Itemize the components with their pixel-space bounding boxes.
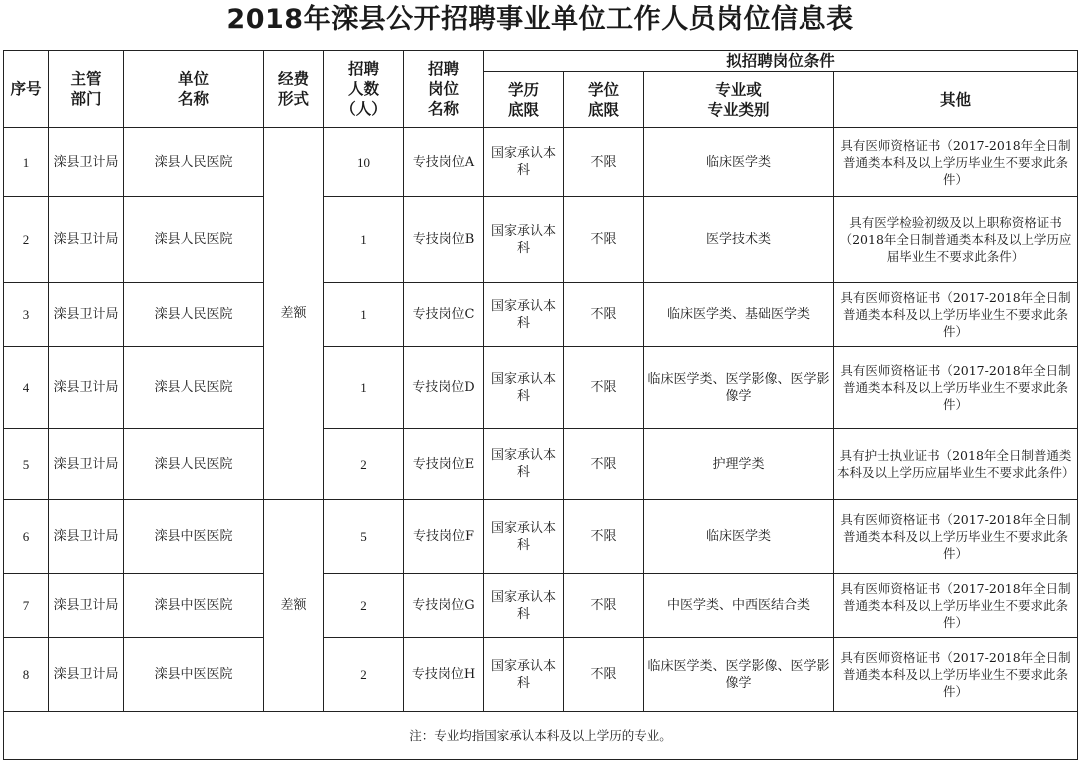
table-row bbox=[4, 347, 1078, 429]
row-edu: 国家承认本科 bbox=[484, 283, 564, 347]
row-dept: 滦县卫计局 bbox=[49, 638, 124, 712]
page-title: 2018年滦县公开招聘事业单位工作人员岗位信息表 bbox=[226, 4, 854, 35]
header-funding bbox=[264, 51, 324, 128]
header-post-line3: 名称 bbox=[427, 100, 459, 118]
row-index: 1 bbox=[4, 128, 49, 197]
header-unit-line2: 名称 bbox=[177, 90, 209, 108]
header-dept-line1: 主管 bbox=[70, 70, 102, 88]
header-other: 其他 bbox=[834, 72, 1078, 128]
row-degree: 不限 bbox=[564, 197, 644, 283]
row-other: 具有医师资格证书（2017-2018年全日制普通类本科及以上学历毕业生不要求此条件） bbox=[834, 574, 1078, 638]
row-degree: 不限 bbox=[564, 128, 644, 197]
row-post: 专技岗位F bbox=[404, 500, 484, 574]
row-dept: 滦县卫计局 bbox=[49, 347, 124, 429]
row-dept: 滦县卫计局 bbox=[49, 429, 124, 500]
header-funding-line2: 形式 bbox=[277, 90, 309, 108]
row-index: 8 bbox=[4, 638, 49, 712]
row-edu: 国家承认本科 bbox=[484, 429, 564, 500]
header-row-1 bbox=[4, 51, 1078, 72]
header-major-line2: 专业类别 bbox=[707, 100, 770, 119]
row-index: 3 bbox=[4, 283, 49, 347]
table-row bbox=[4, 638, 1078, 712]
row-post: 专技岗位C bbox=[404, 283, 484, 347]
row-dept: 滦县卫计局 bbox=[49, 283, 124, 347]
row-degree: 不限 bbox=[564, 638, 644, 712]
header-major bbox=[644, 72, 834, 128]
row-other: 具有护士执业证书（2018年全日制普通类本科及以上学历应届毕业生不要求此条件） bbox=[834, 429, 1078, 500]
table-row bbox=[4, 283, 1078, 347]
header-unit bbox=[124, 51, 264, 128]
header-major-line1: 专业或 bbox=[715, 80, 762, 99]
row-other: 具有医师资格证书（2017-2018年全日制普通类本科及以上学历毕业生不要求此条件） bbox=[834, 128, 1078, 197]
note-row bbox=[4, 712, 1078, 760]
row-dept: 滦县卫计局 bbox=[49, 574, 124, 638]
table-note: 注：专业均指国家承认本科及以上学历的专业。 bbox=[4, 712, 1078, 760]
row-major: 临床医学类、基础医学类 bbox=[644, 283, 834, 347]
row-unit: 滦县人民医院 bbox=[124, 197, 264, 283]
header-index: 序号 bbox=[4, 51, 49, 128]
row-major: 中医学类、中西医结合类 bbox=[644, 574, 834, 638]
row-post: 专技岗位B bbox=[404, 197, 484, 283]
row-count: 1 bbox=[324, 347, 404, 429]
header-conditions: 拟招聘岗位条件 bbox=[484, 51, 1078, 72]
table-row bbox=[4, 500, 1078, 574]
row-degree: 不限 bbox=[564, 500, 644, 574]
row-unit: 滦县人民医院 bbox=[124, 429, 264, 500]
row-unit: 滦县中医医院 bbox=[124, 574, 264, 638]
row-other: 具有医学检验初级及以上职称资格证书（2018年全日制普通类本科及以上学历应届毕业生不要求此条件） bbox=[834, 197, 1078, 283]
row-other: 具有医师资格证书（2017-2018年全日制普通类本科及以上学历毕业生不要求此条件） bbox=[834, 283, 1078, 347]
row-count: 2 bbox=[324, 574, 404, 638]
row-major: 临床医学类 bbox=[644, 500, 834, 574]
row-edu: 国家承认本科 bbox=[484, 197, 564, 283]
job-positions-table bbox=[3, 50, 1078, 760]
row-index: 5 bbox=[4, 429, 49, 500]
row-dept: 滦县卫计局 bbox=[49, 128, 124, 197]
row-edu: 国家承认本科 bbox=[484, 638, 564, 712]
row-dept: 滦县卫计局 bbox=[49, 500, 124, 574]
header-post bbox=[404, 51, 484, 128]
row-count: 5 bbox=[324, 500, 404, 574]
row-major: 护理学类 bbox=[644, 429, 834, 500]
row-degree: 不限 bbox=[564, 347, 644, 429]
row-unit: 滦县人民医院 bbox=[124, 128, 264, 197]
header-count-line2: 人数 bbox=[347, 80, 379, 98]
row-other: 具有医师资格证书（2017-2018年全日制普通类本科及以上学历毕业生不要求此条件） bbox=[834, 638, 1078, 712]
header-degree-line2: 底限 bbox=[587, 100, 619, 119]
row-unit: 滦县中医医院 bbox=[124, 500, 264, 574]
row-degree: 不限 bbox=[564, 429, 644, 500]
header-degree bbox=[564, 72, 644, 128]
row-index: 7 bbox=[4, 574, 49, 638]
row-index: 6 bbox=[4, 500, 49, 574]
row-major: 医学技术类 bbox=[644, 197, 834, 283]
funding-cell-group-1: 差额 bbox=[264, 128, 324, 500]
row-count: 2 bbox=[324, 638, 404, 712]
row-dept: 滦县卫计局 bbox=[49, 197, 124, 283]
header-edu-line2: 底限 bbox=[507, 100, 539, 119]
header-post-line2: 岗位 bbox=[427, 80, 459, 98]
row-major: 临床医学类 bbox=[644, 128, 834, 197]
row-degree: 不限 bbox=[564, 283, 644, 347]
header-count bbox=[324, 51, 404, 128]
row-post: 专技岗位D bbox=[404, 347, 484, 429]
table-row bbox=[4, 574, 1078, 638]
header-dept bbox=[49, 51, 124, 128]
table-row bbox=[4, 197, 1078, 283]
header-funding-line1: 经费 bbox=[277, 70, 309, 88]
row-index: 2 bbox=[4, 197, 49, 283]
header-count-line3: （人） bbox=[340, 100, 387, 118]
row-index: 4 bbox=[4, 347, 49, 429]
row-unit: 滦县人民医院 bbox=[124, 347, 264, 429]
row-degree: 不限 bbox=[564, 574, 644, 638]
row-major: 临床医学类、医学影像、医学影像学 bbox=[644, 347, 834, 429]
row-edu: 国家承认本科 bbox=[484, 128, 564, 197]
header-degree-line1: 学位 bbox=[587, 80, 619, 99]
row-other: 具有医师资格证书（2017-2018年全日制普通类本科及以上学历毕业生不要求此条件） bbox=[834, 500, 1078, 574]
row-post: 专技岗位E bbox=[404, 429, 484, 500]
header-post-line1: 招聘 bbox=[427, 60, 459, 78]
row-other: 具有医师资格证书（2017-2018年全日制普通类本科及以上学历毕业生不要求此条件） bbox=[834, 347, 1078, 429]
row-edu: 国家承认本科 bbox=[484, 574, 564, 638]
funding-cell-group-2: 差额 bbox=[264, 500, 324, 712]
row-count: 1 bbox=[324, 283, 404, 347]
row-count: 10 bbox=[324, 128, 404, 197]
row-count: 1 bbox=[324, 197, 404, 283]
header-dept-line2: 部门 bbox=[70, 90, 102, 108]
header-edu bbox=[484, 72, 564, 128]
row-post: 专技岗位H bbox=[404, 638, 484, 712]
row-major: 临床医学类、医学影像、医学影像学 bbox=[644, 638, 834, 712]
row-unit: 滦县中医医院 bbox=[124, 638, 264, 712]
row-edu: 国家承认本科 bbox=[484, 500, 564, 574]
header-unit-line1: 单位 bbox=[177, 70, 209, 88]
row-post: 专技岗位G bbox=[404, 574, 484, 638]
row-post: 专技岗位A bbox=[404, 128, 484, 197]
table-row bbox=[4, 128, 1078, 197]
row-unit: 滦县人民医院 bbox=[124, 283, 264, 347]
header-edu-line1: 学历 bbox=[507, 80, 539, 99]
row-count: 2 bbox=[324, 429, 404, 500]
header-count-line1: 招聘 bbox=[347, 60, 379, 78]
table-row bbox=[4, 429, 1078, 500]
row-edu: 国家承认本科 bbox=[484, 347, 564, 429]
